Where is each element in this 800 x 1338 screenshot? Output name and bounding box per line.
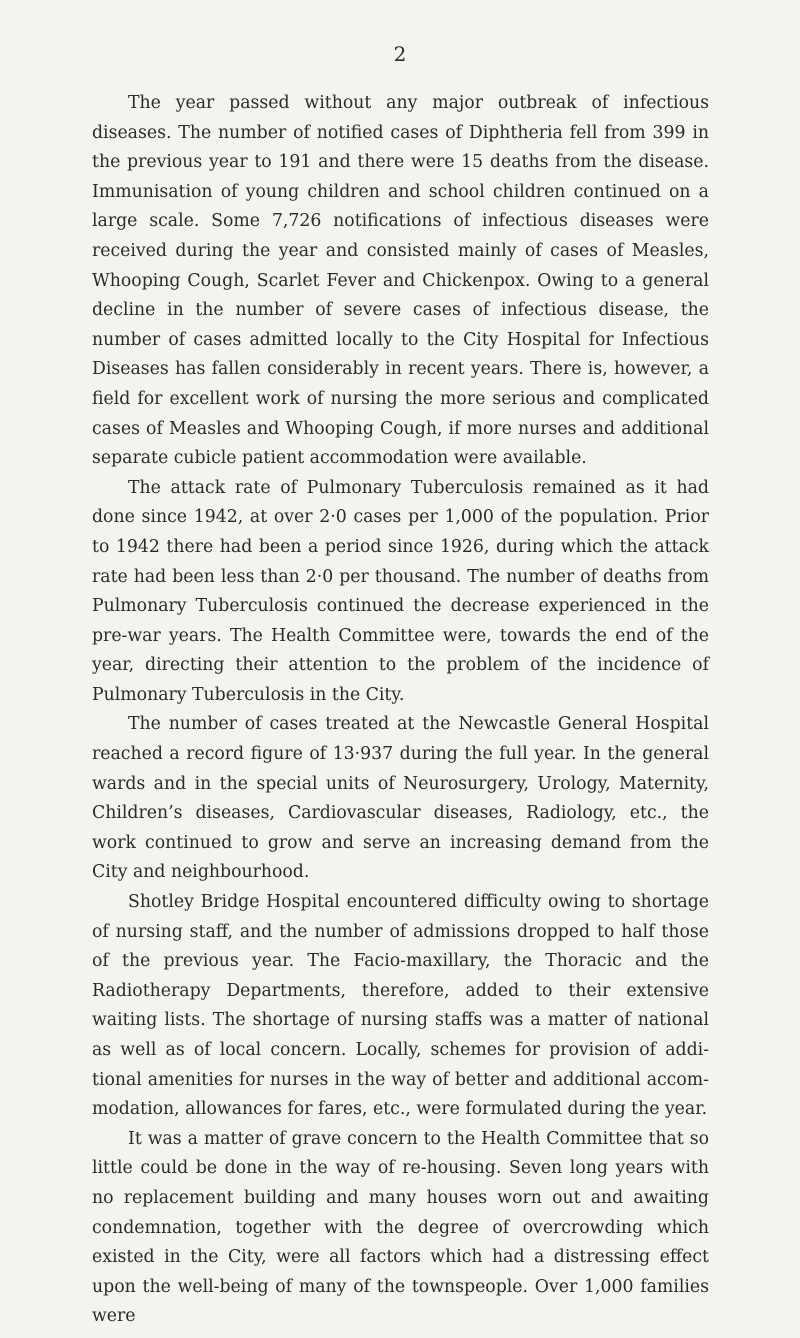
paragraph-pulmonary-tuberculosis: The attack rate of Pulmonary Tuberculosis remained as it had done since 1942, at over 2·0 cases per 1,000 of the population. Prior to 1942 there had been a period since 1926, during which the attack rate had been less than 2·0 per thousand. The number of deaths from Pulmonary Tuberculosis continued the decrease experienced in the pre-war years. The Health Committee were, towards the end of the year, directing their attention to the problem of the incidence of Pulmonary Tuberculosis in the City. bbox=[92, 477, 709, 705]
paragraph-infectious-diseases: The year passed without any major outbreak of infectious diseases. The number of notified cases of Diphtheria fell from 399 in the previous year to 191 and there were 15 deaths from the disease. Immunisation of young children and school children continued on a large scale. Some 7,726 notifications of infectious diseases were received during the year and consisted mainly of cases of Measles, Whooping Cough, Scarlet Fever and Chickenpox. Owing to a general decline in the number of severe cases of infectious disease, the number of cases admitted locally to the City Hospital for Infectious Diseases has fallen considerably in recent years. There is, however, a field for excellent work of nursing the more serious and complicated cases of Measles and Whooping Cough, if more nurses and additional separate cubicle patient accommodation were available. bbox=[92, 93, 709, 469]
page-number: 2 bbox=[393, 42, 407, 66]
paragraph-shotley-bridge-hospital: Shotley Bridge Hospital encountered difficulty owing to shortage of nursing staff, and the number of admissions dropped to half those of the previous year. The Facio-maxillary, the Thoracic and the Radiotherapy Departments, therefore, added to their extensive waiting lists. The shortage of nursing staffs was a matter of national as well as of local concern. Locally, schemes for provision of additional amenities for nurses in the way of better and additional accommodation, allowances for fares, etc., were formulated during the year. bbox=[92, 892, 709, 1120]
paragraph-newcastle-general-hospital: The number of cases treated at the Newcastle General Hospital reached a record figure of 13·937 during the full year. In the general wards and in the special units of Neurosurgery, Urology, Maternity, Children’s diseases, Cardiovascular diseases, Radiology, etc., the work continued to grow and serve an increasing demand from the City and neighbourhood. bbox=[92, 714, 709, 883]
paragraph-re-housing: It was a matter of grave concern to the Health Committee that so little could be done in the way of re-housing. Seven long years with no replacement building and many houses worn out and awaiting condemnation, together with the degree of overcrowding which existed in the City, were all factors which had a distressing effect upon the well-being of many of the townspeople. Over 1,000 families were bbox=[92, 1128, 709, 1327]
body-text bbox=[92, 89, 709, 1332]
